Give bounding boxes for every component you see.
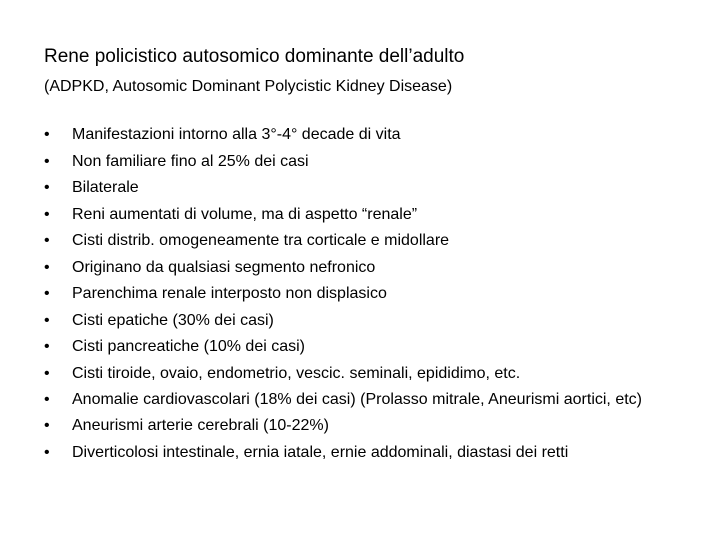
bullet-icon: • [44,258,50,276]
list-item [44,308,684,335]
list-item [44,281,684,308]
list-item-text: Cisti pancreatiche (10% dei casi) [72,338,305,355]
list-item [44,228,684,255]
bullet-icon: • [44,417,50,434]
list-item [44,361,684,388]
bullet-icon: • [44,285,50,302]
list-item-text: Parenchima renale interposto non displasico [72,285,387,302]
list-item-text: Aneurismi arterie cerebrali (10-22%) [72,417,329,434]
list-item-text: Reni aumentati di volume, ma di aspetto “renale” [72,205,418,223]
list-item-text: Manifestazioni intorno alla 3°-4° decade di vita [72,126,401,143]
bullet-icon: • [44,338,50,355]
bullet-icon: • [44,179,50,196]
bullet-icon: • [44,311,50,329]
list-item-text: Bilaterale [72,179,139,196]
bullet-icon: • [44,232,50,249]
bullet-icon: • [44,391,50,408]
list-item [44,334,684,361]
slide-title: Rene policistico autosomico dominante dell’adulto [44,46,465,67]
slide-subtitle: (ADPKD, Autosomic Dominant Polycistic Kidney Disease) [44,78,453,95]
list-item [44,440,684,466]
bullet-icon: • [44,443,50,461]
bullet-icon: • [44,205,50,223]
list-item-text: Diverticolosi intestinale, ernia iatale, ernie addominali, diastasi dei retti [72,443,569,461]
list-item-text: Cisti distrib. omogeneamente tra corticale e midollare [72,232,450,249]
bullet-icon: • [44,152,50,170]
list-item-text: Non familiare fino al 25% dei casi [72,152,309,170]
list-item [44,413,684,440]
list-item [44,149,684,176]
bullet-icon: • [44,126,50,143]
list-item [44,255,684,282]
list-item-text: Cisti tiroide, ovaio, endometrio, vescic. seminali, epididimo, etc. [72,364,521,382]
list-item-text: Cisti epatiche (30% dei casi) [72,311,274,329]
list-item [44,387,684,413]
bullet-list [44,122,684,466]
list-item-text: Originano da qualsiasi segmento nefronico [72,258,376,276]
list-item [44,122,684,149]
list-item [44,175,684,202]
list-item-text: Anomalie cardiovascolari (18% dei casi) (Prolasso mitrale, Aneurismi aortici, etc) [72,391,642,408]
bullet-icon: • [44,364,50,382]
list-item [44,202,684,229]
